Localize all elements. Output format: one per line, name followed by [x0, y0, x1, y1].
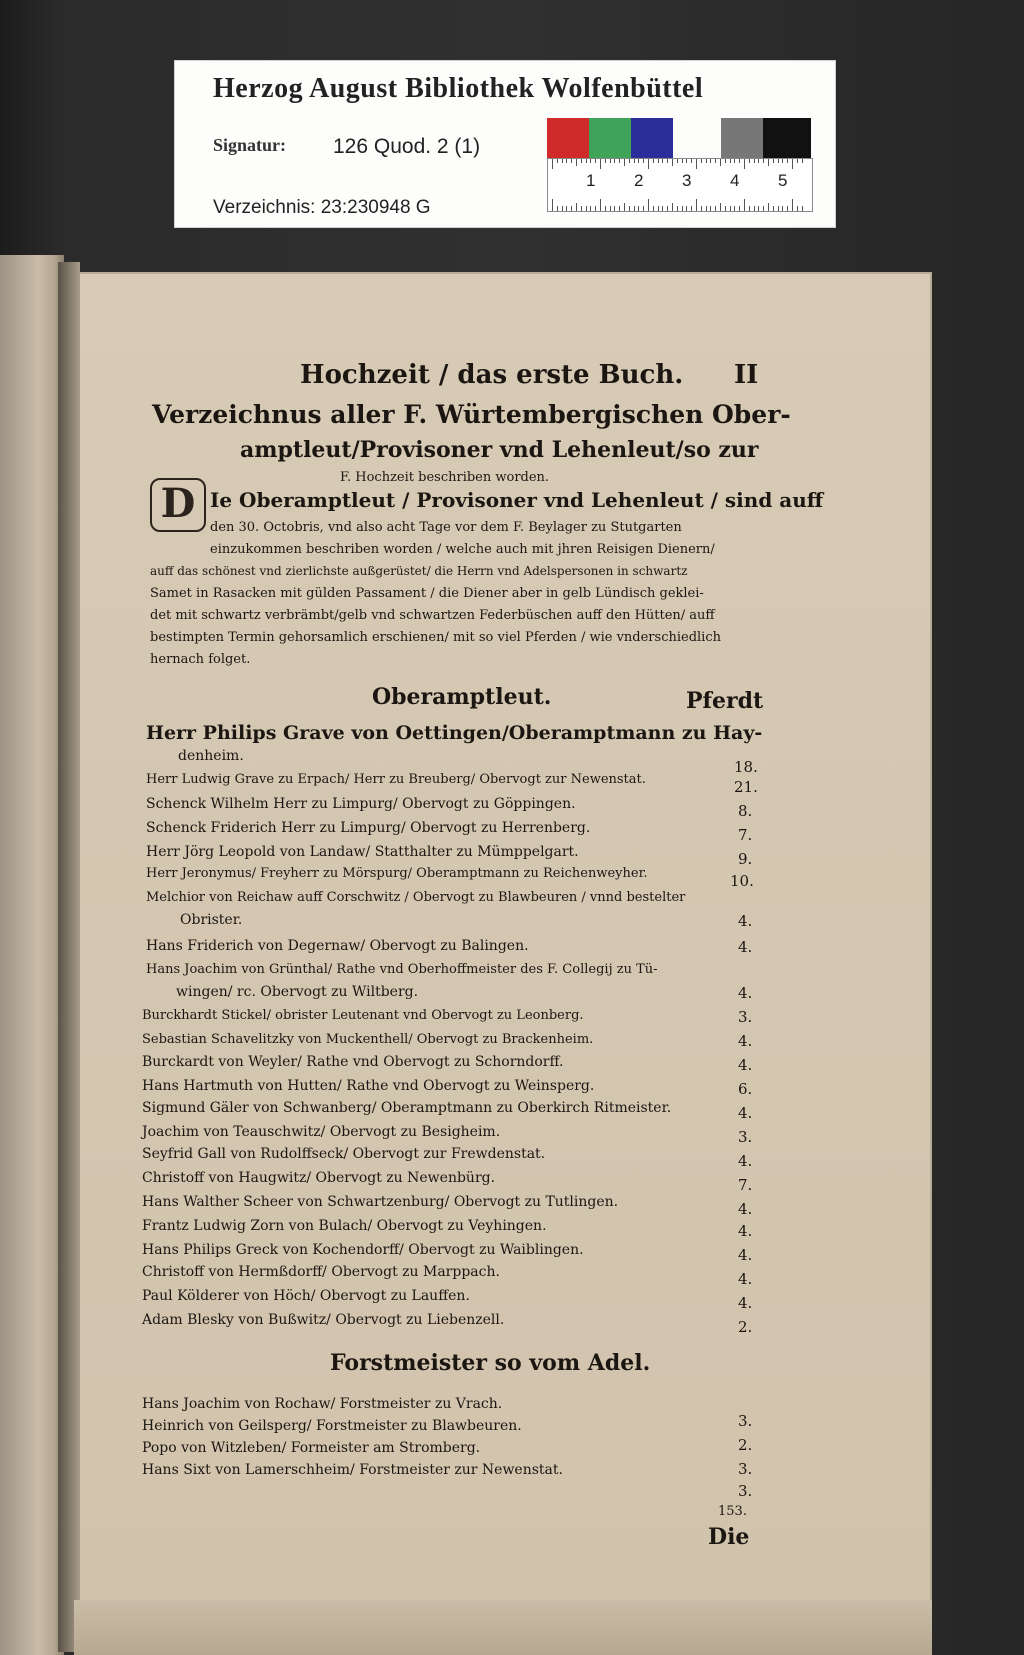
ruler-tick — [557, 159, 558, 163]
entry: Hans Philips Greck von Kochendorff/ Obervogt zu Waiblingen. — [142, 1242, 584, 1258]
ruler-tick — [797, 159, 798, 163]
ruler-tick — [614, 159, 615, 163]
entry: Hans Walther Scheer von Schwartzenburg/ Obervogt zu Tutlingen. — [142, 1194, 619, 1210]
horse-count: 7. — [738, 826, 753, 844]
ruler-tick — [763, 159, 764, 163]
ruler-tick — [763, 206, 764, 211]
ruler-tick — [739, 206, 740, 211]
intro-line: Samet in Rasacken mit gülden Passament / die Diener aber in gelb Lündisch geklei- — [150, 586, 704, 601]
entry: Herr Philips Grave von Oettingen/Oberamptmann zu Hay- — [146, 722, 763, 744]
entry: Herr Jörg Leopold von Landaw/ Statthalter zu Mümppelgart. — [146, 844, 579, 860]
ruler-tick — [720, 203, 721, 211]
ruler-tick — [643, 206, 644, 211]
entry: Paul Kölderer von Höch/ Obervogt zu Lauffen. — [142, 1288, 470, 1304]
ruler-tick — [586, 159, 587, 163]
ruler-tick — [686, 159, 687, 163]
entry: Hans Friderich von Degernaw/ Obervogt zu Balingen. — [146, 938, 529, 954]
title-line-1: Verzeichnus aller F. Würtembergischen Ober- — [152, 400, 791, 429]
horse-count: 10. — [730, 872, 754, 890]
ruler-tick — [653, 206, 654, 211]
horse-count: 7. — [738, 1176, 753, 1194]
ruler-tick — [773, 159, 774, 163]
ruler-tick — [725, 159, 726, 163]
ruler-tick — [758, 206, 759, 211]
scale-ruler — [547, 158, 813, 212]
ruler-tick — [802, 159, 803, 163]
forest-entry: Heinrich von Geilsperg/ Forstmeister zu Blawbeuren. — [142, 1418, 522, 1434]
ruler-tick — [667, 206, 668, 211]
entry: Burckardt von Weyler/ Rathe vnd Obervogt zu Schorndorff. — [142, 1054, 564, 1070]
entry: Sigmund Gäler von Schwanberg/ Oberamptmann zu Oberkirch Ritmeister. — [142, 1100, 672, 1116]
ruler-tick — [662, 159, 663, 163]
ruler-tick — [725, 206, 726, 211]
ruler-tick — [778, 159, 779, 163]
entry: Melchior von Reichaw auff Corschwitz / Obervogt zu Blawbeuren / vnnd bestelter — [146, 890, 686, 905]
entry: Seyfrid Gall von Rudolffseck/ Obervogt zur Frewdenstat. — [142, 1146, 546, 1162]
ruler-tick — [629, 206, 630, 211]
entry: Christoff von Haugwitz/ Obervogt zu Newenbürg. — [142, 1170, 496, 1186]
horse-count: 3. — [738, 1482, 753, 1500]
ruler-tick — [677, 159, 678, 163]
ruler-tick — [629, 159, 630, 163]
ruler-tick — [586, 206, 587, 211]
ruler-number: 2 — [634, 171, 644, 190]
running-header: Hochzeit / das erste Buch. — [300, 360, 684, 390]
horse-count: 6. — [738, 1080, 753, 1098]
ruler-tick — [768, 159, 769, 166]
ruler-tick — [667, 159, 668, 163]
ruler-tick — [797, 206, 798, 211]
folio-number: II — [734, 360, 759, 390]
ruler-tick — [677, 206, 678, 211]
ruler-tick — [787, 159, 788, 163]
horse-count: 2. — [738, 1318, 753, 1336]
intro-line: hernach folget. — [150, 652, 251, 667]
ruler-tick — [782, 206, 783, 211]
ruler-tick — [634, 206, 635, 211]
horse-count: 21. — [734, 778, 758, 796]
column-header-pferdt: Pferdt — [686, 688, 764, 714]
horse-count: 4. — [738, 984, 753, 1002]
ruler-tick — [701, 159, 702, 163]
intro-line: det mit schwartz verbrämbt/gelb vnd schwartzen Federbüschen auff den Hütten/ auff — [150, 608, 715, 623]
ruler-tick — [610, 159, 611, 163]
entry: Hans Hartmuth von Hutten/ Rathe vnd Obervogt zu Weinsperg. — [142, 1078, 595, 1094]
ruler-tick — [595, 206, 596, 211]
ruler-number: 5 — [778, 171, 788, 190]
ruler-tick — [653, 159, 654, 163]
intro-line: bestimpten Termin gehorsamlich erschienen/ mit so viel Pferden / wie vnderschiedlich — [150, 630, 721, 645]
swatch-gray — [721, 118, 763, 158]
ruler-tick — [562, 159, 563, 163]
intro-line: den 30. Octobris, vnd also acht Tage vor dem F. Beylager zu Stutgarten — [210, 520, 682, 535]
horse-count: 2. — [738, 1436, 753, 1454]
horse-count: 4. — [738, 1056, 753, 1074]
signatur-value: 126 Quod. 2 (1) — [333, 135, 481, 158]
ruler-tick — [691, 206, 692, 211]
ruler-tick — [672, 159, 673, 166]
ruler-tick — [749, 206, 750, 211]
ruler-tick — [691, 159, 692, 163]
ruler-tick — [754, 206, 755, 211]
ruler-tick — [682, 206, 683, 211]
ruler-tick — [706, 206, 707, 211]
ruler-tick — [758, 159, 759, 163]
ruler-tick — [715, 206, 716, 211]
ruler-tick — [686, 206, 687, 211]
decorated-initial: D — [150, 478, 206, 532]
ruler-tick — [590, 159, 591, 163]
horse-count: 4. — [738, 1294, 753, 1312]
entry: denheim. — [178, 748, 244, 764]
horse-count: 4. — [738, 1222, 753, 1240]
horse-count: 9. — [738, 850, 753, 868]
ruler-tick — [682, 159, 683, 163]
ruler-tick — [792, 199, 793, 211]
ruler-tick — [581, 206, 582, 211]
horse-count: 4. — [738, 1270, 753, 1288]
forest-entry: Popo von Witzleben/ Formeister am Stromberg. — [142, 1440, 481, 1456]
ruler-tick — [658, 159, 659, 163]
library-label — [174, 60, 836, 228]
entry: Hans Joachim von Grünthal/ Rathe vnd Oberhoffmeister des F. Collegij zu Tü- — [146, 962, 658, 977]
entry: Frantz Ludwig Zorn von Bulach/ Obervogt zu Veyhingen. — [142, 1218, 547, 1234]
ruler-tick — [710, 206, 711, 211]
ruler-tick — [571, 159, 572, 163]
ruler-tick — [734, 159, 735, 163]
book-gutter — [58, 262, 80, 1652]
ruler-tick — [720, 159, 721, 166]
ruler-tick — [744, 199, 745, 211]
ruler-tick — [802, 206, 803, 211]
ruler-number: 3 — [682, 171, 692, 190]
ruler-tick — [581, 159, 582, 163]
catchword: Die — [708, 1524, 750, 1550]
intro-line: Ie Oberamptleut / Provisoner vnd Lehenleut / sind auff — [210, 488, 824, 512]
ruler-tick — [648, 159, 649, 169]
ruler-tick — [778, 206, 779, 211]
ruler-tick — [576, 159, 577, 166]
entry: Christoff von Hermßdorff/ Obervogt zu Marppach. — [142, 1264, 500, 1280]
ruler-tick — [610, 206, 611, 211]
swatch-green — [589, 118, 631, 158]
horse-count: 3. — [738, 1460, 753, 1478]
ruler-tick — [710, 159, 711, 163]
ruler-tick — [557, 206, 558, 211]
ruler-tick — [754, 159, 755, 163]
horse-count: 4. — [738, 1032, 753, 1050]
ruler-tick — [782, 159, 783, 163]
ruler-tick — [605, 206, 606, 211]
ruler-number: 4 — [730, 171, 740, 190]
ruler-tick — [566, 159, 567, 163]
ruler-tick — [672, 203, 673, 211]
ruler-number: 1 — [586, 171, 596, 190]
ruler-tick — [576, 203, 577, 211]
entry: Herr Jeronymus/ Freyherr zu Mörspurg/ Oberamptmann zu Reichenweyher. — [146, 866, 648, 881]
ruler-tick — [619, 159, 620, 163]
forest-entry: Hans Sixt von Lamerschheim/ Forstmeister zur Newenstat. — [142, 1462, 563, 1478]
horse-count: 18. — [734, 758, 758, 776]
section-title-oberamptleut: Oberamptleut. — [372, 684, 552, 710]
ruler-tick — [624, 159, 625, 166]
horse-count: 3. — [738, 1008, 753, 1026]
intro-line: auff das schönest vnd zierlichste außgerüstet/ die Herrn vnd Adelspersonen in schwartz — [150, 564, 688, 578]
ruler-tick — [696, 199, 697, 211]
horse-count: 3. — [738, 1128, 753, 1146]
signatur-key: Signatur: — [213, 135, 287, 155]
label-title: Herzog August Bibliothek Wolfenbüttel — [213, 73, 704, 104]
horse-count: 4. — [738, 1152, 753, 1170]
ruler-tick — [600, 159, 601, 169]
horse-count: 4. — [738, 1104, 753, 1122]
ruler-tick — [730, 206, 731, 211]
entry: Schenck Friderich Herr zu Limpurg/ Obervogt zu Herrenberg. — [146, 820, 591, 836]
ruler-tick — [566, 206, 567, 211]
entry: Burckhardt Stickel/ obrister Leutenant vnd Obervogt zu Leonberg. — [142, 1008, 584, 1023]
ruler-tick — [744, 159, 745, 169]
swatch-black — [763, 118, 811, 158]
entry: Joachim von Teauschwitz/ Obervogt zu Besigheim. — [142, 1124, 501, 1140]
ruler-tick — [648, 199, 649, 211]
ruler-tick — [773, 206, 774, 211]
ruler-tick — [638, 159, 639, 163]
ruler-tick — [662, 206, 663, 211]
page-bottom-edge — [74, 1600, 932, 1655]
ruler-tick — [590, 206, 591, 211]
horse-count: 4. — [738, 1200, 753, 1218]
horse-count: 3. — [738, 1412, 753, 1430]
entry: Schenck Wilhelm Herr zu Limpurg/ Obervogt zu Göppingen. — [146, 796, 576, 812]
ruler-tick — [624, 203, 625, 211]
swatch-blue — [631, 118, 673, 158]
horse-count: 8. — [738, 802, 753, 820]
title-line-3: F. Hochzeit beschriben worden. — [340, 470, 550, 485]
entry: Obrister. — [180, 912, 243, 928]
ruler-tick — [638, 206, 639, 211]
ruler-tick — [749, 159, 750, 163]
ruler-tick — [768, 203, 769, 211]
intro-line: einzukommen beschriben worden / welche auch mit jhren Reisigen Dienern/ — [210, 542, 715, 557]
ruler-tick — [552, 159, 553, 169]
ruler-tick — [696, 159, 697, 169]
swatch-red — [547, 118, 589, 158]
entry: Adam Blesky von Bußwitz/ Obervogt zu Liebenzell. — [142, 1312, 505, 1328]
ruler-tick — [706, 159, 707, 163]
title-line-2: amptleut/Provisoner vnd Lehenleut/so zur — [240, 437, 759, 463]
horse-count: 4. — [738, 1246, 753, 1264]
ruler-tick — [562, 206, 563, 211]
ruler-tick — [619, 206, 620, 211]
ruler-tick — [787, 206, 788, 211]
entry: Herr Ludwig Grave zu Erpach/ Herr zu Breuberg/ Obervogt zur Newenstat. — [146, 772, 646, 787]
entry: wingen/ rc. Obervogt zu Wiltberg. — [176, 984, 419, 1000]
ruler-tick — [614, 206, 615, 211]
horse-count: 4. — [738, 938, 753, 956]
verzeichnis: Verzeichnis: 23:230948 G — [213, 197, 431, 218]
ruler-tick — [658, 206, 659, 211]
entry: Sebastian Schavelitzky von Muckenthell/ Obervogt zu Brackenheim. — [142, 1032, 594, 1047]
ruler-tick — [701, 206, 702, 211]
left-page-edge — [0, 255, 64, 1655]
ruler-tick — [600, 199, 601, 211]
ruler-tick — [739, 159, 740, 163]
ruler-tick — [734, 206, 735, 211]
color-swatches — [547, 118, 811, 158]
forest-entry: Hans Joachim von Rochaw/ Forstmeister zu Vrach. — [142, 1396, 503, 1412]
ruler-tick — [715, 159, 716, 163]
ruler-tick — [595, 159, 596, 163]
section-title-forstmeister: Forstmeister so vom Adel. — [330, 1350, 651, 1376]
ruler-tick — [552, 199, 553, 211]
ruler-tick — [730, 159, 731, 163]
ruler-tick — [571, 206, 572, 211]
ruler-tick — [634, 159, 635, 163]
ruler-tick — [605, 159, 606, 163]
horse-count: 4. — [738, 912, 753, 930]
horse-total: 153. — [718, 1504, 747, 1519]
ruler-tick — [792, 159, 793, 169]
ruler-tick — [643, 159, 644, 163]
